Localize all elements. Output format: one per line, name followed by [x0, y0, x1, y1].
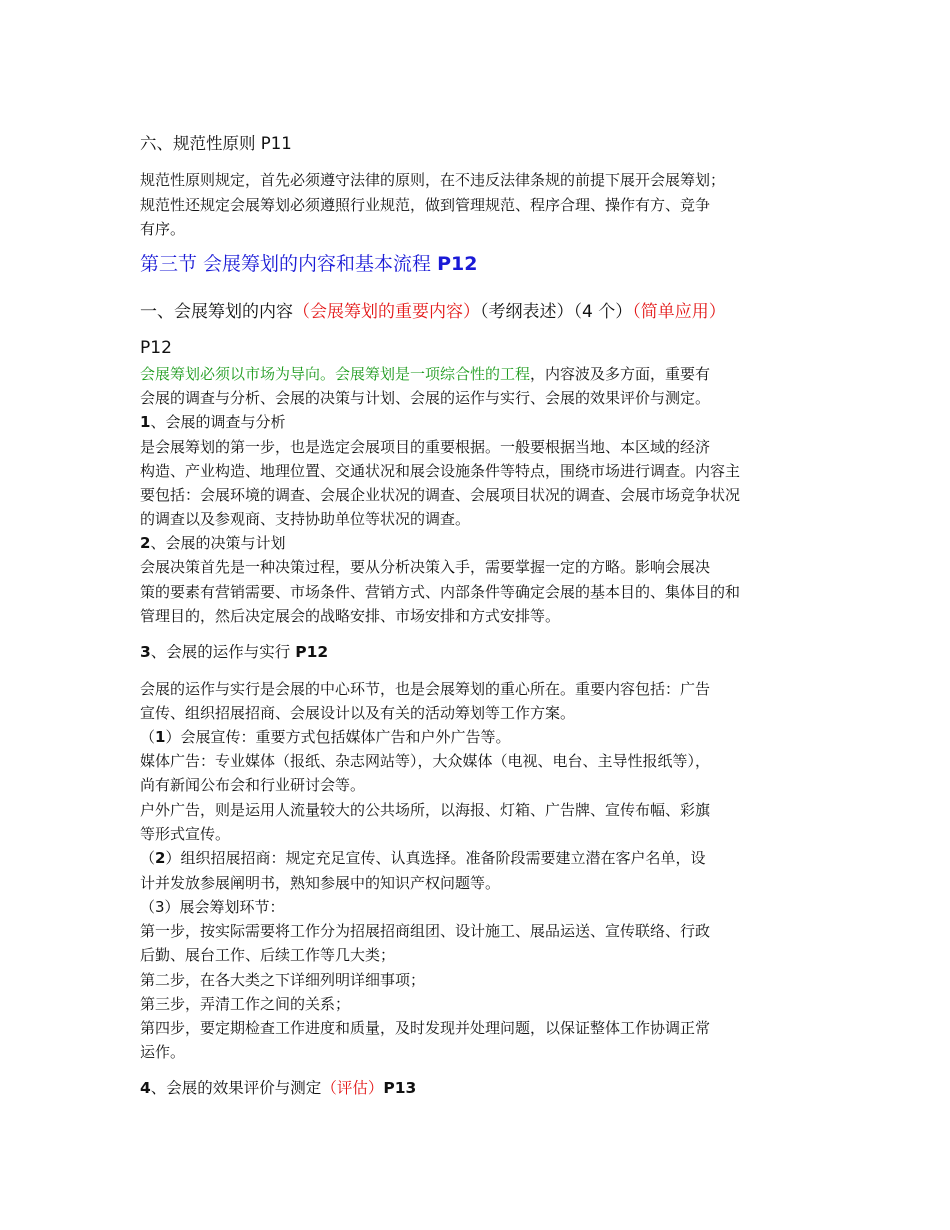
paragraph-line: 构造、产业构造、地理位置、交通状况和展会设施条件等特点，围绕市场进行调查。内容主 — [140, 462, 741, 480]
heading-text: 一、会展筹划的内容 — [140, 302, 293, 322]
item-title: 、会展的调查与分析 — [150, 413, 286, 431]
item-three-heading — [140, 642, 328, 662]
item-page: P12 — [295, 643, 329, 661]
sub-three-line: （3）展会筹划环节： — [140, 898, 285, 916]
item-number: 3 — [140, 643, 151, 661]
item-number: 1 — [140, 413, 151, 431]
step-line: 后勤、展台工作、后续工作等几大类； — [140, 946, 396, 964]
paragraph-line: 宣传、组织招展招商、会展设计以及有关的活动筹划等工作方案。 — [140, 704, 576, 722]
paragraph-line: 的调查以及参观商、支持协助单位等状况的调查。 — [140, 510, 471, 528]
step-line: 第四步，要定期检查工作进度和质量，及时发现并处理问题，以保证整体工作协调正常 — [140, 1019, 711, 1037]
section-six-heading: 六、规范性原则 P11 — [140, 134, 292, 153]
step-line: 运作。 — [140, 1043, 186, 1061]
sub-text: ）组织招展招商：规定充足宣传、认真选择。准备阶段需要建立潜在客户名单，设 — [165, 849, 706, 867]
sub-text: ）会展宣传：重要方式包括媒体广告和户外广告等。 — [165, 728, 511, 746]
heading-highlight: （会展筹划的重要内容） — [293, 302, 480, 322]
item-page: P13 — [383, 1079, 417, 1097]
step-line: 第二步，在各大类之下详细列明详细事项； — [140, 971, 426, 989]
sub-number: 1 — [155, 728, 166, 746]
paragraph-line: 尚有新闻公布会和行业研讨会等。 — [140, 776, 366, 794]
item-four-heading — [140, 1078, 416, 1098]
heading-note: （考纲表述）（4 个） — [480, 302, 633, 322]
paragraph-line: 规范性还规定会展筹划必须遵照行业规范，做到管理规范、程序合理、操作有方、竞争 — [140, 196, 711, 214]
item-one-heading — [140, 412, 285, 432]
paragraph-line: 策的要素有营销需要、市场条件、营销方式、内部条件等确定会展的基本目的、集体目的和 — [140, 583, 741, 601]
paragraph-line: 规范性原则规定，首先必须遵守法律的原则，在不违反法律条规的前提下展开会展筹划； — [140, 171, 726, 189]
item-title: 、会展的运作与实行 — [150, 643, 296, 661]
heading-highlight: （简单应用） — [632, 302, 726, 322]
section-three-title — [140, 254, 477, 274]
item-highlight: （评估） — [321, 1079, 384, 1097]
paragraph-line: 会展决策首先是一种决策过程，要从分析决策入手，需要掌握一定的方略。影响会展决 — [140, 558, 711, 576]
paragraph-line: 管理目的，然后决定展会的战略安排、市场安排和方式安排等。 — [140, 607, 561, 625]
sub-one-line — [140, 727, 510, 747]
item-number: 2 — [140, 534, 151, 552]
paragraph-line: 会展的运作与实行是会展的中心环节，也是会展筹划的重心所在。重要内容包括：广告 — [140, 680, 711, 698]
section-title-text: 第三节 会展筹划的内容和基本流程 — [140, 253, 438, 275]
paragraph-line: 计并发放参展阐明书，熟知参展中的知识产权问题等。 — [140, 874, 501, 892]
paragraph-line: 户外广告，则是运用人流量较大的公共场所，以海报、灯箱、广告牌、宣传布幅、彩旗 — [140, 801, 711, 819]
intro-text: ，内容波及多方面，重要有 — [530, 365, 711, 383]
section-title-page: P12 — [437, 253, 478, 275]
sub-number: 2 — [155, 849, 166, 867]
intro-line — [140, 364, 710, 384]
item-title: 、会展的效果评价与测定 — [150, 1079, 322, 1097]
part-one-heading — [140, 302, 726, 322]
intro-highlight: 会展筹划必须以市场为导向。会展筹划是一项综合性的工程 — [140, 365, 531, 383]
intro-line: 会展的调查与分析、会展的决策与计划、会展的运作与实行、会展的效果评价与测定。 — [140, 389, 711, 407]
item-number: 4 — [140, 1079, 151, 1097]
paragraph-line: 是会展筹划的第一步，也是选定会展项目的重要根据。一般要根据当地、本区域的经济 — [140, 438, 711, 456]
paren: （ — [140, 728, 156, 746]
paragraph-line: 媒体广告：专业媒体（报纸、杂志网站等），大众媒体（电视、电台、主导性报纸等）， — [140, 752, 711, 770]
step-line: 第一步，按实际需要将工作分为招展招商组团、设计施工、展品运送、宣传联络、行政 — [140, 922, 711, 940]
item-two-heading — [140, 533, 285, 553]
paragraph-line: 等形式宣传。 — [140, 825, 231, 843]
paragraph-line: 有序。 — [140, 220, 186, 238]
paragraph-line: 要包括：会展环境的调查、会展企业状况的调查、会展项目状况的调查、会展市场竞争状况 — [140, 486, 741, 504]
paren: （ — [140, 849, 156, 867]
part-one-page: P12 — [140, 338, 172, 358]
sub-two-line — [140, 848, 705, 868]
step-line: 第三步，弄清工作之间的关系； — [140, 995, 351, 1013]
item-title: 、会展的决策与计划 — [150, 534, 286, 552]
